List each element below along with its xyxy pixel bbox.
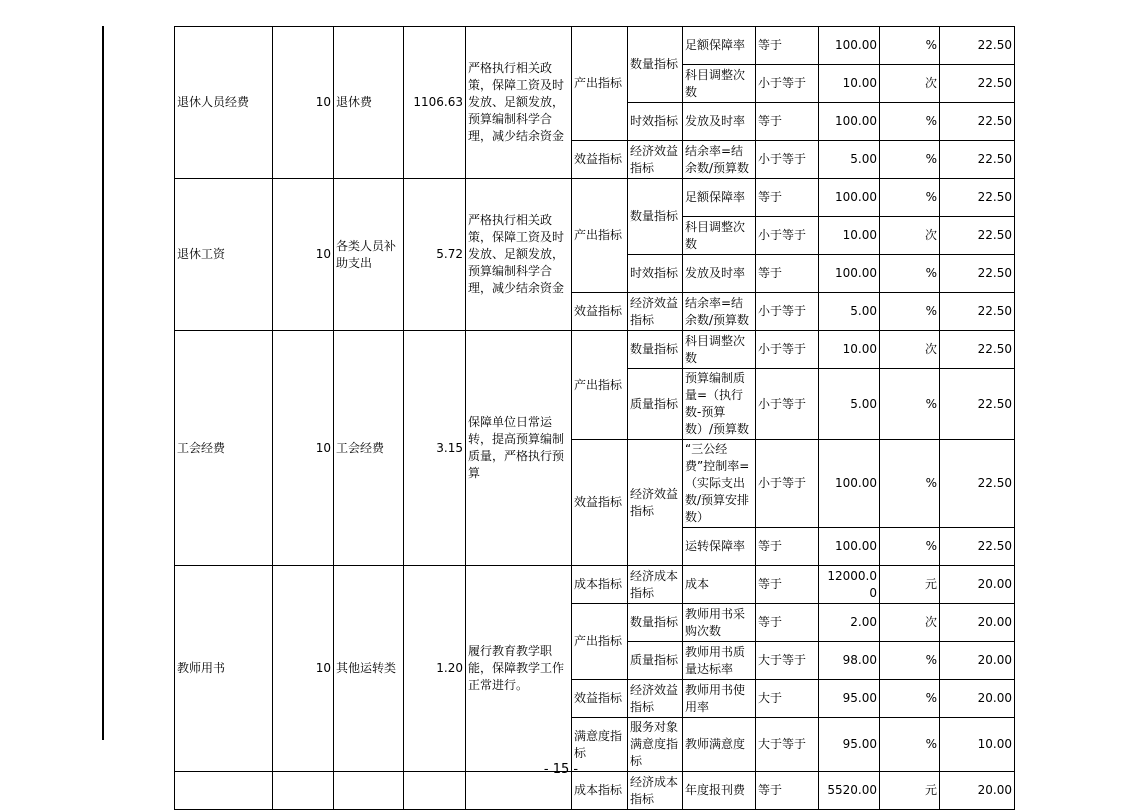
expense-type-cell [334, 772, 404, 810]
goal-cell [466, 772, 572, 810]
level2-indicator-cell: 数量指标 [628, 604, 683, 642]
indicator-cell: “三公经费”控制率=（实际支出数/预算安排数） [683, 440, 756, 528]
unit-cell: 次 [880, 331, 940, 369]
level1-indicator-cell: 成本指标 [572, 566, 628, 604]
operator-cell: 小于等于 [756, 293, 819, 331]
target-value-cell: 5.00 [819, 293, 880, 331]
target-value-cell: 95.00 [819, 718, 880, 772]
amount-cell: 5.72 [404, 179, 466, 331]
weight-cell: 22.50 [940, 27, 1015, 65]
level2-indicator-cell: 数量指标 [628, 27, 683, 103]
target-value-cell: 12000.00 [819, 566, 880, 604]
weight-cell: 20.00 [940, 642, 1015, 680]
operator-cell: 小于等于 [756, 440, 819, 528]
indicator-cell: 教师满意度 [683, 718, 756, 772]
goal-cell: 履行教育教学职能，保障教学工作正常进行。 [466, 566, 572, 772]
weight-cell: 10.00 [940, 718, 1015, 772]
operator-cell: 等于 [756, 27, 819, 65]
target-value-cell: 5520.00 [819, 772, 880, 810]
target-value-cell: 5.00 [819, 141, 880, 179]
target-value-cell: 98.00 [819, 642, 880, 680]
unit-cell: % [880, 179, 940, 217]
weight-cell: 22.50 [940, 179, 1015, 217]
level1-indicator-cell: 产出指标 [572, 331, 628, 440]
indicator-cell: 足额保障率 [683, 27, 756, 65]
indicator-cell: 科目调整次数 [683, 217, 756, 255]
operator-cell: 小于等于 [756, 331, 819, 369]
operator-cell: 等于 [756, 255, 819, 293]
operator-cell: 等于 [756, 772, 819, 810]
operator-cell: 等于 [756, 566, 819, 604]
amount-cell [404, 772, 466, 810]
unit-cell: 次 [880, 65, 940, 103]
indicator-cell: 教师用书使用率 [683, 680, 756, 718]
project-name-cell: 教师用书 [175, 566, 273, 772]
level2-indicator-cell: 服务对象满意度指标 [628, 718, 683, 772]
indicator-cell: 教师用书采购次数 [683, 604, 756, 642]
weight-cell: 22.50 [940, 331, 1015, 369]
operator-cell: 等于 [756, 604, 819, 642]
class-code-cell: 10 [273, 179, 334, 331]
level1-indicator-cell: 效益指标 [572, 141, 628, 179]
indicator-cell: 结余率=结余数/预算数 [683, 141, 756, 179]
unit-cell: % [880, 528, 940, 566]
level1-indicator-cell: 成本指标 [572, 772, 628, 810]
level2-indicator-cell: 数量指标 [628, 331, 683, 369]
level1-indicator-cell: 产出指标 [572, 27, 628, 141]
level1-indicator-cell: 产出指标 [572, 179, 628, 293]
amount-cell: 1106.63 [404, 27, 466, 179]
expense-type-cell: 退休费 [334, 27, 404, 179]
class-code-cell: 10 [273, 566, 334, 772]
unit-cell: % [880, 141, 940, 179]
unit-cell: % [880, 255, 940, 293]
unit-cell: 次 [880, 604, 940, 642]
project-name-cell: 退休人员经费 [175, 27, 273, 179]
project-name-cell [175, 772, 273, 810]
performance-indicator-table [174, 26, 1015, 810]
operator-cell: 小于等于 [756, 141, 819, 179]
amount-cell: 3.15 [404, 331, 466, 566]
target-value-cell: 10.00 [819, 217, 880, 255]
class-code-cell [273, 772, 334, 810]
indicator-cell: 运转保障率 [683, 528, 756, 566]
weight-cell: 22.50 [940, 369, 1015, 440]
unit-cell: % [880, 680, 940, 718]
weight-cell: 22.50 [940, 528, 1015, 566]
indicator-cell: 结余率=结余数/预算数 [683, 293, 756, 331]
level2-indicator-cell: 时效指标 [628, 103, 683, 141]
indicator-cell: 预算编制质量=（执行数-预算数）/预算数 [683, 369, 756, 440]
operator-cell: 等于 [756, 528, 819, 566]
unit-cell: 次 [880, 217, 940, 255]
indicator-cell: 发放及时率 [683, 103, 756, 141]
operator-cell: 大于等于 [756, 718, 819, 772]
target-value-cell: 100.00 [819, 179, 880, 217]
expense-type-cell: 其他运转类 [334, 566, 404, 772]
weight-cell: 22.50 [940, 65, 1015, 103]
expense-type-cell: 各类人员补助支出 [334, 179, 404, 331]
class-code-cell: 10 [273, 27, 334, 179]
level1-indicator-cell: 效益指标 [572, 680, 628, 718]
weight-cell: 22.50 [940, 217, 1015, 255]
left-border-line [102, 26, 104, 740]
target-value-cell: 95.00 [819, 680, 880, 718]
weight-cell: 22.50 [940, 141, 1015, 179]
weight-cell: 22.50 [940, 293, 1015, 331]
unit-cell: % [880, 440, 940, 528]
operator-cell: 小于等于 [756, 369, 819, 440]
target-value-cell: 100.00 [819, 255, 880, 293]
indicator-cell: 足额保障率 [683, 179, 756, 217]
unit-cell: % [880, 642, 940, 680]
target-value-cell: 2.00 [819, 604, 880, 642]
weight-cell: 20.00 [940, 604, 1015, 642]
level2-indicator-cell: 时效指标 [628, 255, 683, 293]
weight-cell: 20.00 [940, 772, 1015, 810]
project-name-cell: 工会经费 [175, 331, 273, 566]
weight-cell: 22.50 [940, 255, 1015, 293]
operator-cell: 大于 [756, 680, 819, 718]
weight-cell: 20.00 [940, 680, 1015, 718]
operator-cell: 等于 [756, 179, 819, 217]
class-code-cell: 10 [273, 331, 334, 566]
target-value-cell: 100.00 [819, 27, 880, 65]
expense-type-cell: 工会经费 [334, 331, 404, 566]
level2-indicator-cell: 经济效益指标 [628, 293, 683, 331]
indicator-cell: 科目调整次数 [683, 65, 756, 103]
level1-indicator-cell: 产出指标 [572, 604, 628, 680]
weight-cell: 22.50 [940, 103, 1015, 141]
level2-indicator-cell: 经济成本指标 [628, 772, 683, 810]
amount-cell: 1.20 [404, 566, 466, 772]
weight-cell: 22.50 [940, 440, 1015, 528]
unit-cell: % [880, 718, 940, 772]
page-number: - 15 - [543, 762, 579, 777]
unit-cell: % [880, 369, 940, 440]
target-value-cell: 100.00 [819, 103, 880, 141]
goal-cell: 保障单位日常运转，提高预算编制质量，严格执行预算 [466, 331, 572, 566]
level2-indicator-cell: 质量指标 [628, 369, 683, 440]
operator-cell: 等于 [756, 103, 819, 141]
indicator-cell: 成本 [683, 566, 756, 604]
unit-cell: 元 [880, 772, 940, 810]
unit-cell: % [880, 103, 940, 141]
project-name-cell: 退休工资 [175, 179, 273, 331]
level1-indicator-cell: 效益指标 [572, 440, 628, 566]
level2-indicator-cell: 数量指标 [628, 179, 683, 255]
level2-indicator-cell: 经济效益指标 [628, 141, 683, 179]
level1-indicator-cell: 效益指标 [572, 293, 628, 331]
level2-indicator-cell: 经济成本指标 [628, 566, 683, 604]
level1-indicator-cell: 满意度指标 [572, 718, 628, 772]
level2-indicator-cell: 经济效益指标 [628, 680, 683, 718]
weight-cell: 20.00 [940, 566, 1015, 604]
operator-cell: 小于等于 [756, 65, 819, 103]
indicator-cell: 教师用书质量达标率 [683, 642, 756, 680]
target-value-cell: 5.00 [819, 369, 880, 440]
level2-indicator-cell: 质量指标 [628, 642, 683, 680]
operator-cell: 小于等于 [756, 217, 819, 255]
indicator-cell: 发放及时率 [683, 255, 756, 293]
indicator-cell: 年度报刊费 [683, 772, 756, 810]
goal-cell: 严格执行相关政策，保障工资及时发放、足额发放，预算编制科学合理，减少结余资金 [466, 27, 572, 179]
unit-cell: 元 [880, 566, 940, 604]
indicator-cell: 科目调整次数 [683, 331, 756, 369]
unit-cell: % [880, 27, 940, 65]
level2-indicator-cell: 经济效益指标 [628, 440, 683, 566]
target-value-cell: 100.00 [819, 440, 880, 528]
unit-cell: % [880, 293, 940, 331]
target-value-cell: 100.00 [819, 528, 880, 566]
operator-cell: 大于等于 [756, 642, 819, 680]
target-value-cell: 10.00 [819, 65, 880, 103]
target-value-cell: 10.00 [819, 331, 880, 369]
goal-cell: 严格执行相关政策，保障工资及时发放、足额发放，预算编制科学合理，减少结余资金 [466, 179, 572, 331]
